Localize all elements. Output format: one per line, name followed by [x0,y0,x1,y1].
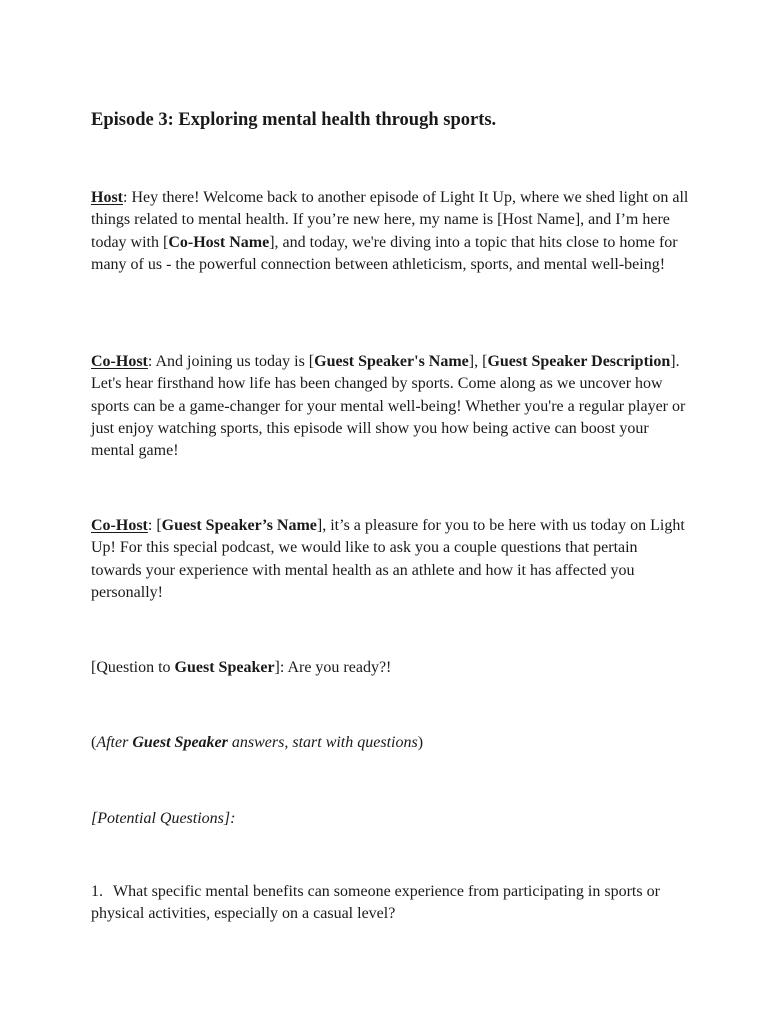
co-host-welcome-paragraph [91,515,691,604]
guest-speaker-name-placeholder-2: Guest Speaker’s Name [161,517,317,534]
guest-speaker-label: Guest Speaker [174,659,275,676]
question-1-number: 1. [91,883,103,900]
guest-speaker-description-placeholder: Guest Speaker Description [487,353,671,370]
host-intro-paragraph [91,187,691,276]
co-host-name-placeholder: Co-Host Name [168,233,270,251]
stage-direction-close-paren: ) [417,734,424,751]
question-1-text: What specific mental benefits can someone experience from participating in sports or physical activities, especially on a casual level? [91,883,660,923]
co-host-intro-paragraph [91,351,691,462]
co-host-welcome-text-1: : [ [147,517,162,534]
stage-direction-guest-speaker: Guest Speaker [132,734,228,751]
guest-speaker-name-placeholder: Guest Speaker's Name [314,353,469,370]
stage-direction-paragraph [91,732,691,754]
speaker-label-co-host: Co-Host [91,353,148,370]
co-host-intro-text-2: ], [ [468,353,488,370]
episode-title: Episode 3: Exploring mental health through sports. [91,110,497,130]
question-to-guest-paragraph [91,657,691,679]
speaker-label-host: Host [91,189,123,206]
stage-direction-open-paren: ( [91,734,97,751]
question-to-guest-text-2: ]: Are you ready?! [274,659,392,676]
co-host-intro-text-1: : And joining us today is [ [147,353,315,370]
host-intro-text-2: ], and today, we're diving into a topic that hits close to home for many of us - the powerful connection between athleticism, sports, and mental well-being! [91,233,678,273]
stage-direction-text-2: answers, start with questions [227,734,418,751]
co-host-intro-text-3: ]. Let's hear firsthand how life has been changed by sports. Come along as we uncover how sports can be a game-changer for your mental well-being! Whether you're a regular player or just enjoy watching sports, this episode will show you how being active can boost your mental game! [91,353,686,460]
question-1-item [91,881,691,926]
potential-questions-label: [Potential Questions]: [91,810,236,827]
co-host-welcome-text-2: ], it’s a pleasure for you to be here with us today on Light Up! For this special podcast, we would like to ask you a couple questions that pertain towards your experience with mental health as an athlete and how it has affected you personally! [91,517,685,601]
potential-questions-heading [91,808,691,830]
question-to-guest-text-1: [Question to [91,659,175,676]
stage-direction-text-1: After [96,734,133,751]
host-intro-text-1: : Hey there! Welcome back to another episode of Light It Up, where we shed light on all things related to mental health. If you’re new here, my name is [Host Name], and I’m here today with [ [91,189,689,251]
speaker-label-co-host-2: Co-Host [91,517,148,534]
